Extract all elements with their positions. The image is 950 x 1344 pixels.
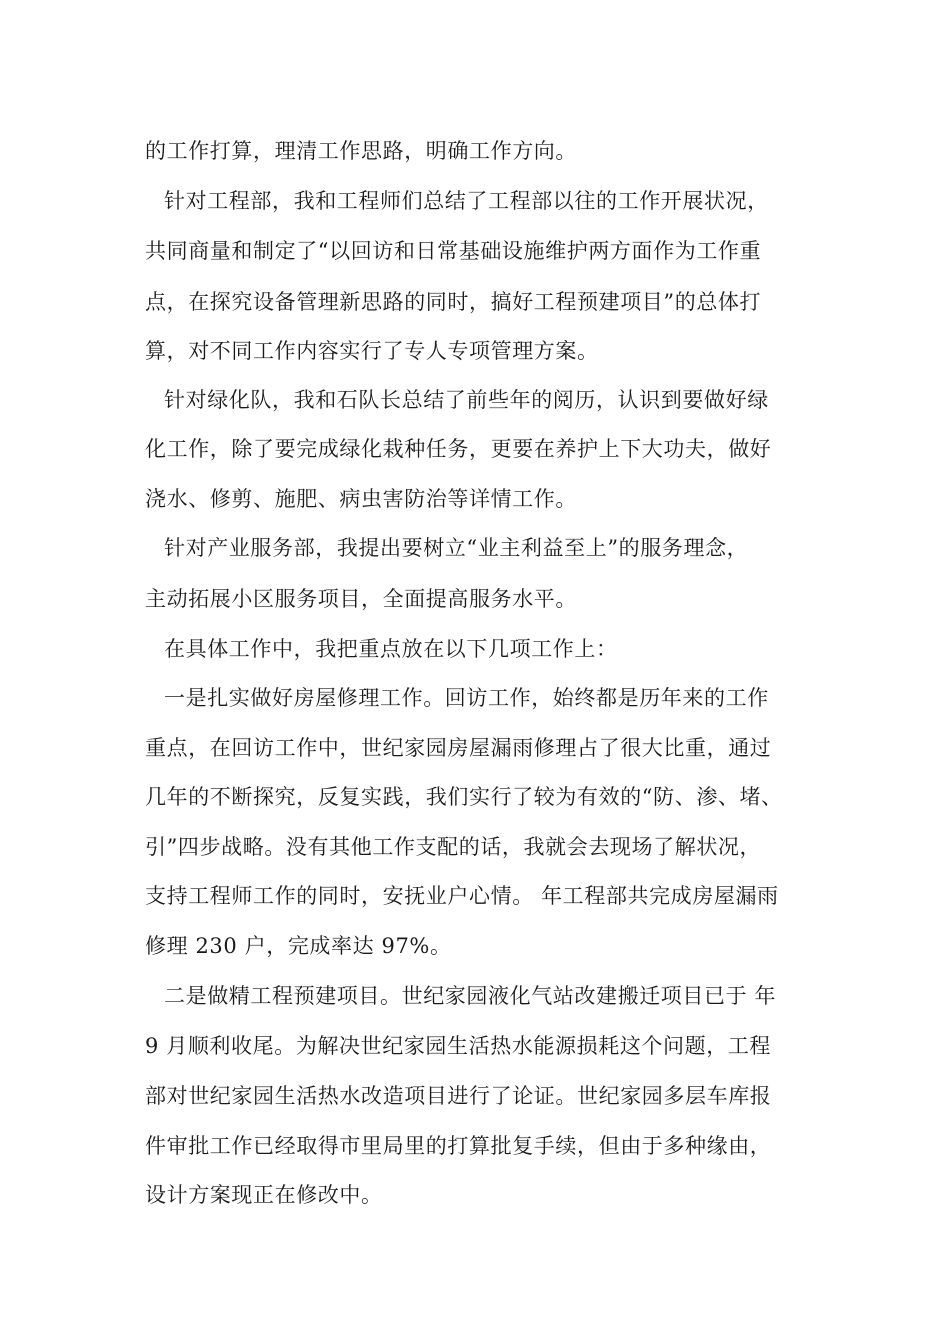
text-line: 针对产业服务部，我提出要树立“业主利益至上”的服务理念， <box>164 536 749 560</box>
text-line: 算，对不同工作内容实行了专人专项管理方案。 <box>145 339 599 363</box>
text-line: 几年的不断探究，反复实践，我们实行了较为有效的“防、渗、堵、 <box>145 785 783 809</box>
text-line: 主动拓展小区服务项目，全面提高服务水平。 <box>145 587 577 611</box>
text-line: 共同商量和制定了“以回访和日常基础设施维护两方面作为工作重 <box>145 239 762 263</box>
text-line: 引”四步战略。没有其他工作支配的话，我就会去现场了解状况， <box>145 835 762 859</box>
text-line: 浇水、修剪、施肥、病虫害防治等详情工作。 <box>145 487 577 511</box>
text-line: 设计方案现正在修改中。 <box>145 1183 383 1207</box>
text-line: 部对世纪家园生活热水改造项目进行了论证。世纪家园多层车库报 <box>145 1084 772 1108</box>
text-line: 件审批工作已经取得市里局里的打算批复手续，但由于多种缘由， <box>145 1134 772 1158</box>
text-line: 点，在探究设备管理新思路的同时，搞好工程预建项目”的总体打 <box>145 290 762 314</box>
text-line: 重点，在回访工作中，世纪家园房屋漏雨修理占了很大比重，通过 <box>145 736 772 760</box>
text-line: 修理 230 户，完成率达 97%。 <box>145 934 452 958</box>
text-line: 针对绿化队，我和石队长总结了前些年的阅历，认识到要做好绿 <box>164 388 769 412</box>
text-line: 化工作，除了要完成绿化栽种任务，更要在养护上下大功夫，做好 <box>145 437 772 461</box>
text-line: 在具体工作中，我把重点放在以下几项工作上： <box>164 637 618 661</box>
text-line: 9 月顺利收尾。为解决世纪家园生活热水能源损耗这个问题，工程 <box>145 1034 772 1058</box>
text-line: 支持工程师工作的同时，安抚业户心情。 年工程部共完成房屋漏雨 <box>145 884 779 908</box>
text-line: 针对工程部，我和工程师们总结了工程部以往的工作开展状况， <box>164 189 769 213</box>
text-line: 的工作打算，理清工作思路，明确工作方向。 <box>145 139 577 163</box>
text-line: 二是做精工程预建项目。世纪家园液化气站改建搬迁项目已于 年 <box>164 984 777 1008</box>
text-line: 一是扎实做好房屋修理工作。回访工作，始终都是历年来的工作 <box>164 686 769 710</box>
